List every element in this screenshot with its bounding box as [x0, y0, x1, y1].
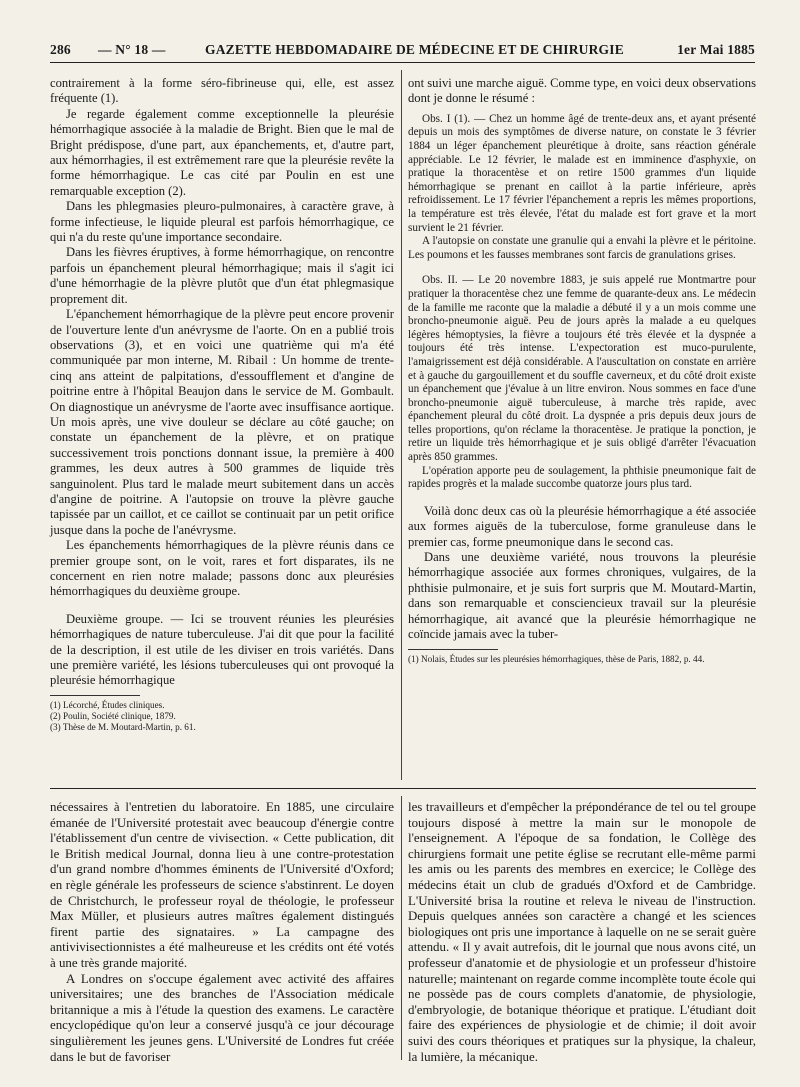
paragraph: Dans une deuxième variété, nous trouvons la pleurésie hémorrhagique associée aux formes chroniques, vulgaires, de la phthisie pulmonaire, et je suis fort surpris que M. Moutard-Martin, dans son remarquable et consciencieux travail sur la pleurésie hémorrhagique, ait avancé que la pleurésie hémorrhagique ne coïncide jamais avec la tuber-	[408, 550, 756, 642]
section-divider	[50, 788, 756, 789]
paragraph: Dans les phlegmasies pleuro-pulmonaires, à caractère grave, à forme infectieuse, le liquide pleural est parfois hémorrhagique, ce qui n'a du reste qu'une importance secondaire.	[50, 199, 394, 245]
footnote: (2) Poulin, Société clinique, 1879.	[50, 710, 176, 721]
observation-text: Obs. II. — Le 20 novembre 1883, je suis appelé rue Montmartre pour pratiquer la thoracentèse chez une femme de quarante-deux ans. Le médecin de la famille me raconte que la maladie a débuté il y a un mois comme une broncho-pneumonie aiguë. Peu de jours après la malade a eu quelques légères hémoptysies, la fièvre a toujours été très élevée et la dyspnée a toujours été très intense. L'expectoration est muco-purulente, l'amaigrissement est déjà considérable. A l'auscultation on constate en arrière et à gauche du gargouillement et du souffle caverneux, et du côté droit existe un épanchement que j'évalue à un litre environ. Nous sommes en face d'une broncho-pneumonie aiguë tuberculeuse, à marche très rapide, avec épanchement pleural du côté droit. La dyspnée a pris depuis deux jours de telles proportions, qu'on réclame la thoracentèse. Je pratique la ponction, je retire un liquide très hémorrhagique et je suis obligé d'arrêter l'évacuation après 850 grammes.	[408, 274, 756, 464]
column-divider-top	[401, 70, 402, 780]
issue-date: 1er Mai 1885	[677, 42, 755, 57]
column-right-top	[408, 76, 756, 665]
column-left-bottom	[50, 800, 394, 1065]
paragraph: Voilà donc deux cas où la pleurésie hémorrhagique a été associée aux formes aiguës de la tuberculose, forme granuleuse dans le premier cas, forme pneumonique dans le second cas.	[408, 503, 756, 549]
paragraph: ont suivi une marche aiguë. Comme type, en voici deux observations dont je donne le résumé :	[408, 76, 756, 106]
column-left-top	[50, 76, 394, 733]
paragraph: Je regarde également comme exceptionnelle la pleurésie hémorrhagique associée à la maladie de Bright. Bien que le mal de Bright prédispose, d'une part, aux épanchements, et, d'autre part, aux hémorrhagies, il est extrêmement rare que la pleurésie revête la forme hémorrhagique. Le cas cité par Poulin en est une remarquable exception (2).	[50, 106, 394, 198]
page-number: 286	[50, 42, 71, 57]
paragraph: Deuxième groupe. — Ici se trouvent réunies les pleurésies hémorrhagiques de nature tuberculeuse. J'ai dit que pour la facilité de la description, il est utile de les diviser en trois variétés. Dans une première variété, les lésions tuberculeuses qui ont provoqué la pleurésie hémorrhagique	[50, 611, 394, 688]
paragraph: A Londres on s'occupe également avec activité des affaires universitaires; une des branches de l'Association médicale britannique a mis à l'étude la question des examens. Le caractère encyclopédique qu'on leur a conservé jusqu'à ce jour décourage singulièrement les jeunes gens. L'Université de Londres fut créée dans le but de favoriser	[50, 971, 394, 1064]
column-divider-bottom	[401, 796, 402, 1060]
paragraph: Les épanchements hémorrhagiques de la plèvre réunis dans ce premier groupe sont, on le voit, rares et fort disparates, ils ne concernent en rien notre malade; passons donc aux pleurésies hémorrhagiques du deuxième groupe.	[50, 538, 394, 599]
paragraph: Dans les fièvres éruptives, à forme hémorrhagique, on rencontre parfois un épanchement pleural hémorrhagique; mais il s'agit ici d'une hémorrhagie de la plèvre plutôt que d'un état phlegmasique proprement dit.	[50, 245, 394, 306]
footnote: (1) Nolais, Études sur les pleurésies hémorrhagiques, thèse de Paris, 1882, p. 44.	[408, 653, 705, 664]
footnote-rule	[50, 695, 140, 696]
observation-text: A l'autopsie on constate une granulie qui a envahi la plèvre et le péritoine. Les poumons et les fausses membranes sont farcis de granulations grises.	[408, 235, 756, 261]
paragraph: nécessaires à l'entretien du laboratoire. En 1885, une circulaire émanée de l'Université protestait avec beaucoup d'énergie contre l'établissement d'un centre de vivisection. « Cette publication, dit le British medical Journal, donna lieu à une contre-protestation d'un grand nombre d'hommes éminents de l'Université d'Oxford; en règle générale les professeurs de science s'abstinrent. Le doyen de Christchurch, le professeur royal de théologie, le professeur Max Müller, et plusieurs autres maîtres également distingués firent partie des signataires. » La campagne des antivivisectionnistes a été malheureuse et les crédits ont été votés à une très grande majorité.	[50, 800, 394, 970]
paragraph: L'épanchement hémorrhagique de la plèvre peut encore provenir de l'ouverture lente d'un anévrysme de l'aorte. On en a publié trois observations (3), et en voici une quatrième qui m'a été communiquée par mon interne, M. Ribail : Un homme de trente-cinq ans atteint de palpitations, d'essoufflement et d'angine de poitrine entre à l'hôpital Beaujon dans le service de M. Gombault. On diagnostique un anévrysme de l'aorte avec insuffisance aortique. Un mois après, une vive douleur se déclare au côté gauche; on constate un épanchement de la plèvre, et on pratique successivement trois ponctions donnant issue, la première à 400 grammes, les deux autres à 500 grammes de liquide très sanguinolent. Plus tard le malade meurt subitement dans un accès d'angine de poitrine. A l'autopsie on trouve la plèvre gauche tapissée par un caillot, et ce caillot se continuait par un petit orifice jusque dans la poche de l'anévrysme.	[50, 307, 394, 537]
journal-title: GAZETTE HEBDOMADAIRE DE MÉDECINE ET DE CHIRURGIE	[205, 42, 624, 57]
observation-text: L'opération apporte peu de soulagement, la phthisie pneumonique fait de rapides progrès et la malade succombe quatorze jours plus tard.	[408, 464, 756, 491]
running-header	[50, 40, 755, 63]
footnote: (1) Lécorché, Études cliniques.	[50, 699, 165, 710]
paragraph: contrairement à la forme séro-fibrineuse qui, elle, est assez fréquente (1).	[50, 76, 394, 106]
footnote: (3) Thèse de M. Moutard-Martin, p. 61.	[50, 721, 196, 732]
column-right-bottom	[408, 800, 756, 1065]
observation-text: Obs. I (1). — Chez un homme âgé de trente-deux ans, et ayant présenté depuis un mois des symptômes de diverse nature, on constate le 3 février 1884 un léger épanchement pleurétique à droite, sans réaction générale appréciable. Le 12 février, le malade est en imminence d'asphyxie, on pratique la thoracentèse et on retire 1500 grammes d'un liquide hémorrhagique se prenant en caillot à la partie inférieure, après refroidissement. Le 17 février l'épanchement a repris les mêmes proportions, la température est très élevée, l'état du malade est fort grave et la mort survient le 21 février.	[408, 112, 756, 234]
paragraph: les travailleurs et d'empêcher la prépondérance de tel ou tel groupe toujours disposé à mettre la main sur le monopole de l'enseignement. A l'époque de sa fondation, le Collège des chirurgiens formait une petite église se recrutant elle-même parmi les amis ou les parents des membres en exercice; le Collège des médecins était un club de gradués d'Oxford et de Cambridge. L'Université brisa la routine et releva le niveau de l'instruction. Depuis quelques années son caractère a changé et les sciences biologiques ont pris une importance à laquelle on ne se serait guère attendu. « Il y avait autrefois, dit le journal que nous avons cité, un professeur d'anatomie et de physiologie et un professeur d'histoire naturelle; maintenant on regarde comme incomplète toute école qui ne possède pas de cours complets d'anatomie, de physiologie, d'embryologie, de botanique théorique et pratique. L'étudiant doit faire des expériences de physiologie et de chimie; il doit avoir suivi des cours théoriques et pratiques sur la physique, la chaleur, la lumière, la mécanique.	[408, 800, 756, 1064]
issue-number: — N° 18 —	[98, 42, 166, 57]
footnote-rule	[408, 649, 498, 650]
